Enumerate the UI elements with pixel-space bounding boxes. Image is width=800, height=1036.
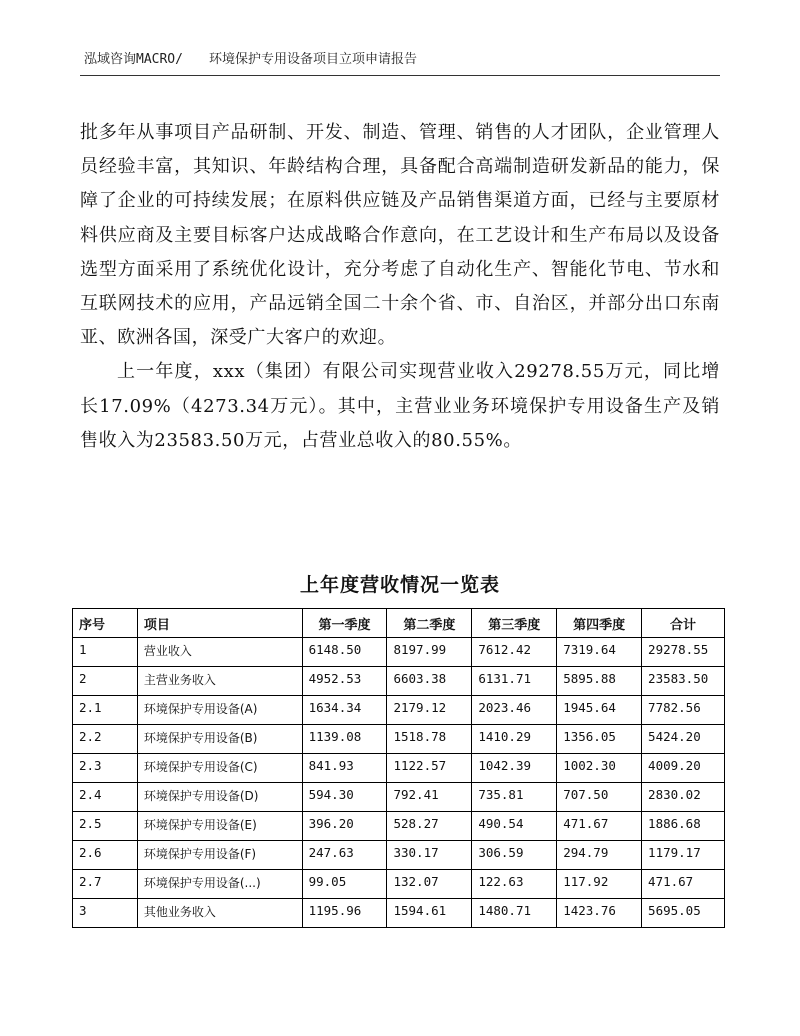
cell-total: 5424.20 — [642, 725, 725, 754]
cell-q3: 735.81 — [472, 783, 557, 812]
cell-q1: 4952.53 — [302, 667, 387, 696]
header-cell-q3: 第三季度 — [472, 609, 557, 638]
cell-item: 环境保护专用设备(E) — [137, 812, 302, 841]
cell-q4: 1945.64 — [557, 696, 642, 725]
cell-q1: 247.63 — [302, 841, 387, 870]
cell-item: 环境保护专用设备(F) — [137, 841, 302, 870]
cell-q2: 1122.57 — [387, 754, 472, 783]
cell-total: 7782.56 — [642, 696, 725, 725]
cell-q1: 1195.96 — [302, 899, 387, 928]
cell-q2: 528.27 — [387, 812, 472, 841]
cell-q2: 6603.38 — [387, 667, 472, 696]
cell-index: 2.4 — [73, 783, 138, 812]
cell-q1: 1139.08 — [302, 725, 387, 754]
cell-q1: 396.20 — [302, 812, 387, 841]
cell-q4: 1002.30 — [557, 754, 642, 783]
cell-index: 2.5 — [73, 812, 138, 841]
cell-total: 2830.02 — [642, 783, 725, 812]
body-text — [80, 116, 720, 458]
header-cell-q1: 第一季度 — [302, 609, 387, 638]
table-row — [73, 841, 725, 870]
table-row — [73, 667, 725, 696]
cell-q4: 7319.64 — [557, 638, 642, 667]
header-cell-q4: 第四季度 — [557, 609, 642, 638]
table-title: 上年度营收情况一览表 — [299, 574, 500, 596]
table-row — [73, 696, 725, 725]
table-row — [73, 754, 725, 783]
cell-q2: 8197.99 — [387, 638, 472, 667]
cell-item: 环境保护专用设备(A) — [137, 696, 302, 725]
table-header-row — [73, 609, 725, 638]
cell-item: 主营业务收入 — [137, 667, 302, 696]
cell-q4: 471.67 — [557, 812, 642, 841]
cell-q3: 122.63 — [472, 870, 557, 899]
header-company: 泓域咨询MACRO/ — [84, 52, 183, 67]
cell-q3: 2023.46 — [472, 696, 557, 725]
cell-index: 2.2 — [73, 725, 138, 754]
cell-q4: 1423.76 — [557, 899, 642, 928]
cell-total: 29278.55 — [642, 638, 725, 667]
cell-q2: 330.17 — [387, 841, 472, 870]
cell-q3: 7612.42 — [472, 638, 557, 667]
cell-q4: 117.92 — [557, 870, 642, 899]
cell-q4: 5895.88 — [557, 667, 642, 696]
table-row — [73, 638, 725, 667]
cell-item: 环境保护专用设备(B) — [137, 725, 302, 754]
cell-q4: 707.50 — [557, 783, 642, 812]
cell-total: 1179.17 — [642, 841, 725, 870]
cell-total: 5695.05 — [642, 899, 725, 928]
cell-index: 1 — [73, 638, 138, 667]
cell-q3: 306.59 — [472, 841, 557, 870]
cell-index: 2.3 — [73, 754, 138, 783]
cell-q2: 1518.78 — [387, 725, 472, 754]
cell-total: 23583.50 — [642, 667, 725, 696]
header-cell-item: 项目 — [137, 609, 302, 638]
cell-q1: 594.30 — [302, 783, 387, 812]
table-row — [73, 870, 725, 899]
cell-q1: 99.05 — [302, 870, 387, 899]
cell-q3: 1410.29 — [472, 725, 557, 754]
cell-q2: 1594.61 — [387, 899, 472, 928]
paragraph-revenue-summary: 上一年度，xxx（集团）有限公司实现营业收入29278.55万元，同比增长17.09%（4273.34万元）。其中，主营业业务环境保护专用设备生产及销售收入为23583.50万元，占营业总收入的80.55%。 — [80, 361, 720, 451]
header-cell-total: 合计 — [642, 609, 725, 638]
cell-q1: 1634.34 — [302, 696, 387, 725]
cell-q2: 132.07 — [387, 870, 472, 899]
page-header — [84, 48, 417, 67]
table-row — [73, 812, 725, 841]
cell-total: 1886.68 — [642, 812, 725, 841]
cell-index: 2.6 — [73, 841, 138, 870]
header-cell-index: 序号 — [73, 609, 138, 638]
cell-item: 环境保护专用设备(C) — [137, 754, 302, 783]
cell-q3: 1480.71 — [472, 899, 557, 928]
cell-q4: 294.79 — [557, 841, 642, 870]
cell-q3: 6131.71 — [472, 667, 557, 696]
header-cell-q2: 第二季度 — [387, 609, 472, 638]
cell-item: 环境保护专用设备(...) — [137, 870, 302, 899]
table-row — [73, 899, 725, 928]
cell-item: 营业收入 — [137, 638, 302, 667]
cell-total: 4009.20 — [642, 754, 725, 783]
cell-q2: 2179.12 — [387, 696, 472, 725]
cell-q3: 1042.39 — [472, 754, 557, 783]
header-divider — [80, 75, 720, 76]
cell-q1: 841.93 — [302, 754, 387, 783]
header-report-title: 环境保护专用设备项目立项申请报告 — [208, 52, 417, 67]
revenue-table — [72, 608, 725, 928]
cell-q4: 1356.05 — [557, 725, 642, 754]
cell-q2: 792.41 — [387, 783, 472, 812]
cell-index: 2.1 — [73, 696, 138, 725]
cell-total: 471.67 — [642, 870, 725, 899]
table-body — [73, 638, 725, 928]
cell-index: 2 — [73, 667, 138, 696]
cell-item: 环境保护专用设备(D) — [137, 783, 302, 812]
cell-q1: 6148.50 — [302, 638, 387, 667]
cell-index: 3 — [73, 899, 138, 928]
cell-index: 2.7 — [73, 870, 138, 899]
table-row — [73, 783, 725, 812]
cell-q3: 490.54 — [472, 812, 557, 841]
paragraph-company-profile: 批多年从事项目产品研制、开发、制造、管理、销售的人才团队，企业管理人员经验丰富，其知识、年龄结构合理，具备配合高端制造研发新品的能力，保障了企业的可持续发展；在原料供应链及产品销售渠道方面，已经与主要原材料供应商及主要目标客户达成战略合作意向，在工艺设计和生产布局以及设备选型方面采用了系统优化设计，充分考虑了自动化生产、智能化节电、节水和互联网技术的应用，产品远销全国二十余个省、市、自治区，并部分出口东南亚、欧洲各国，深受广大客户的欢迎。 — [80, 122, 720, 349]
cell-item: 其他业务收入 — [137, 899, 302, 928]
table-row — [73, 725, 725, 754]
